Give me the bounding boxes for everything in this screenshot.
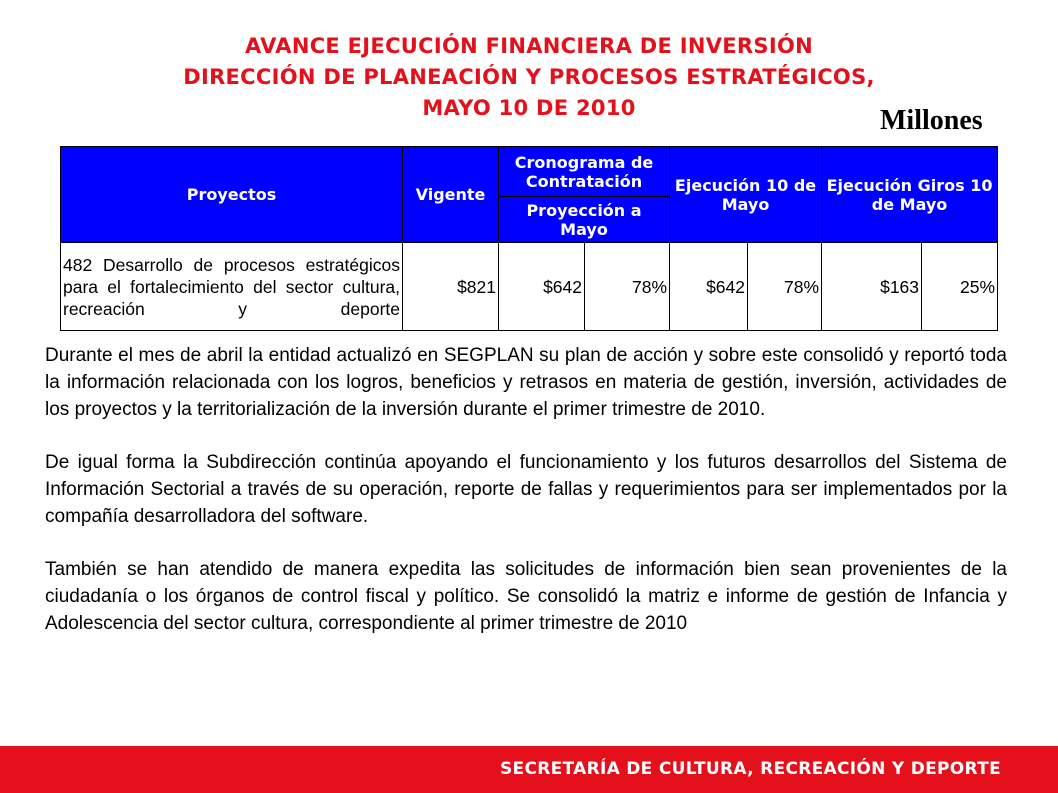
cell-proyecto: 482 Desarrollo de procesos estratégicos para el fortalecimiento del sector cultura, recreación y deporte <box>61 243 403 331</box>
cell-vigente: $821 <box>403 243 499 331</box>
financial-table <box>60 146 998 331</box>
title-line-1: AVANCE EJECUCIÓN FINANCIERA DE INVERSIÓN <box>245 34 813 58</box>
paragraph-segplan: Durante el mes de abril la entidad actualizó en SEGPLAN su plan de acción y sobre este consolidó y reportó toda la información relacionada con los logros, beneficios y retrasos en materia de gestión, inversión, actividades de los proyectos y la territorialización de la inversión durante el primer trimestre de 2010. <box>45 345 1007 420</box>
paragraph-sistema-informacion: De igual forma la Subdirección continúa apoyando el funcionamiento y los futuros desarrollos del Sistema de Información Sectorial a través de su operación, reporte de fallas y requerimientos para ser implementados por la compañía desarrolladora del software. <box>45 452 1007 527</box>
header-vigente: Vigente <box>403 147 499 243</box>
header-proyectos: Proyectos <box>61 147 403 243</box>
unit-label: Millones <box>880 105 983 136</box>
cell-proyeccion-pct: 78% <box>585 243 670 331</box>
paragraph-solicitudes: También se han atendido de manera expedita las solicitudes de información bien sean provenientes de la ciudadanía o los órganos de control fiscal y político. Se consolidó la matriz e informe de gestión de Infancia y Adolescencia del sector cultura, correspondiente al primer trimestre de 2010 <box>45 559 1007 634</box>
title-line-2: DIRECCIÓN DE PLANEACIÓN Y PROCESOS ESTRATÉGICOS, <box>183 65 875 89</box>
footer-org-name: SECRETARÍA DE CULTURA, RECREACIÓN Y DEPORTE <box>500 759 1001 779</box>
cell-ejecucion-pct: 78% <box>748 243 822 331</box>
table-row <box>61 243 998 331</box>
header-proyeccion: Proyección a Mayo <box>499 197 670 243</box>
cell-giros-valor: $163 <box>822 243 922 331</box>
report-body <box>45 342 1007 663</box>
cell-giros-pct: 25% <box>922 243 998 331</box>
cell-ejecucion-valor: $642 <box>670 243 748 331</box>
header-ejecucion: Ejecución 10 de Mayo <box>670 147 822 243</box>
cell-proyeccion-valor: $642 <box>499 243 585 331</box>
footer-bar <box>0 746 1058 793</box>
header-cronograma: Cronograma de Contratación <box>499 147 670 197</box>
title-line-3: MAYO 10 DE 2010 <box>422 96 636 120</box>
header-giros: Ejecución Giros 10 de Mayo <box>822 147 998 243</box>
